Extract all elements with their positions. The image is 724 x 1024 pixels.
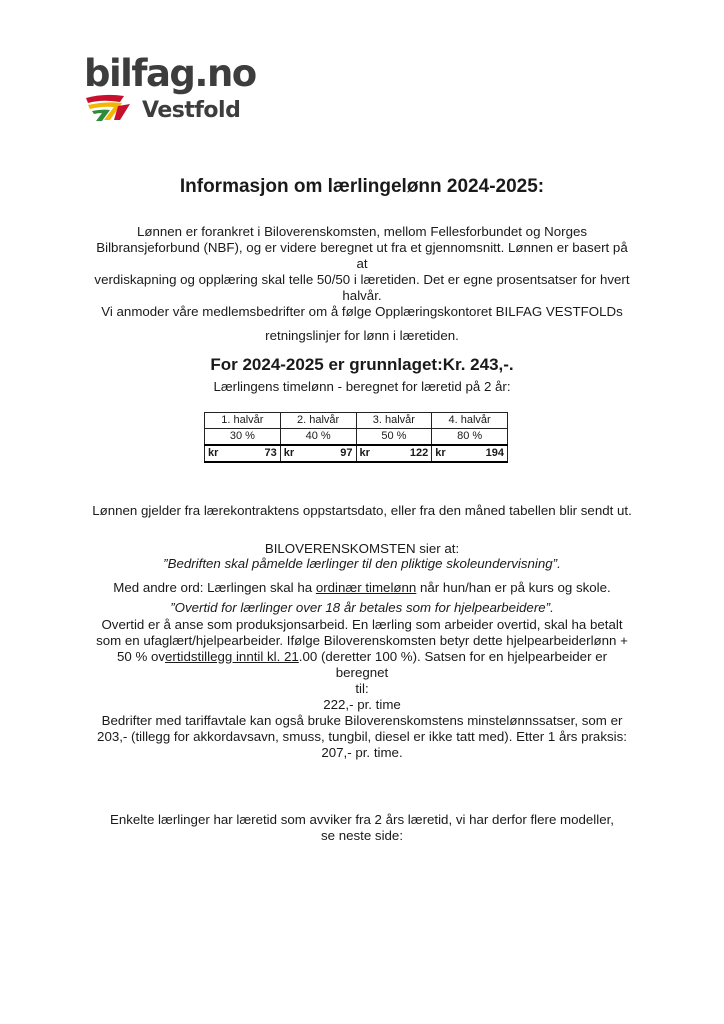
amount-cell: kr 97 <box>280 445 356 462</box>
amount-cell: kr 73 <box>205 445 281 462</box>
logo-region-text: Vestfold <box>142 98 241 123</box>
header-cell: 1. halvår <box>205 413 281 429</box>
intro-paragraph: Lønnen er forankret i Biloverenskomsten, mellom Fellesforbundet og Norges Bilbransjeforbund (NBF), og er videre beregnet ut fra et gjennomsnitt. Lønnen er basert på at verdiskapning og opplæring skal telle 50/50 i læretiden. Det er egne prosentsatser for hvert halvår. <box>94 224 630 303</box>
percent-cell: 80 % <box>432 429 508 446</box>
table-percent-row <box>205 429 508 446</box>
percent-cell: 40 % <box>280 429 356 446</box>
agreement-heading: BILOVERENSKOMSTEN sier at: <box>264 541 460 556</box>
header-cell: 4. halvår <box>432 413 508 429</box>
amount-cell: kr 194 <box>432 445 508 462</box>
bilfag-vestfold-logo <box>84 52 256 130</box>
percent-cell: 50 % <box>356 429 432 446</box>
agreement-quote-school: ”Bedriften skal påmelde lærlinger til den pliktige skoleundervisning”. <box>163 556 561 571</box>
header-cell: 2. halvår <box>280 413 356 429</box>
request-paragraph: Vi anmoder våre medlemsbedrifter om å følge Opplæringskontoret BILFAG VESTFOLDs retningslinjer for lønn i læretiden. <box>101 304 623 343</box>
table-header-row <box>205 413 508 429</box>
other-words-text: Med andre ord: Lærlingen skal ha ordinær timelønn når hun/han er på kurs og skole. <box>113 580 611 595</box>
table-caption: Lærlingens timelønn - beregnet for læretid på 2 år: <box>213 379 511 394</box>
header-cell: 3. halvår <box>356 413 432 429</box>
page-title: Informasjon om lærlingelønn 2024-2025: <box>179 176 545 197</box>
basis-heading: For 2024-2025 er grunnlaget:Kr. 243,-. <box>210 355 514 374</box>
amount-cell: kr 122 <box>356 445 432 462</box>
percent-cell: 30 % <box>205 429 281 446</box>
logo-wordmark: bilfag.no <box>84 52 256 95</box>
overtime-paragraph: Overtid er å anse som produksjonsarbeid. En lærling som arbeider overtid, skal ha betalt som en ufaglært/hjelpearbeider. Ifølge Biloverenskomsten betyr dette hjelpearbeiderlønn + 50 % overtidstillegg inntil kl. 21.00 (deretter 100 %). Satsen for en hjelpearbeider er beregnet til: 222,- pr. time Bedrifter med tariffavtale kan også bruke Biloverenskomstens minstelønnssatser, som er 203,- (tillegg for akkordavsavn, smuss, tungbil, diesel er ikke tatt med). Etter 1 års praksis: 207,- pr. time. <box>96 617 628 760</box>
wage-table <box>204 412 508 463</box>
validity-text: Lønnen gjelder fra lærekontraktens oppstartsdato, eller fra den måned tabellen blir sendt ut. <box>92 503 632 518</box>
agreement-quote-overtime: ”Overtid for lærlinger over 18 år betales som for hjelpearbeidere”. <box>170 600 554 615</box>
logo-swoosh-icon <box>84 94 146 122</box>
footer-note: Enkelte lærlinger har læretid som avviker fra 2 års læretid, vi har derfor flere modeller, se neste side: <box>110 812 614 843</box>
table-amount-row <box>205 445 508 462</box>
